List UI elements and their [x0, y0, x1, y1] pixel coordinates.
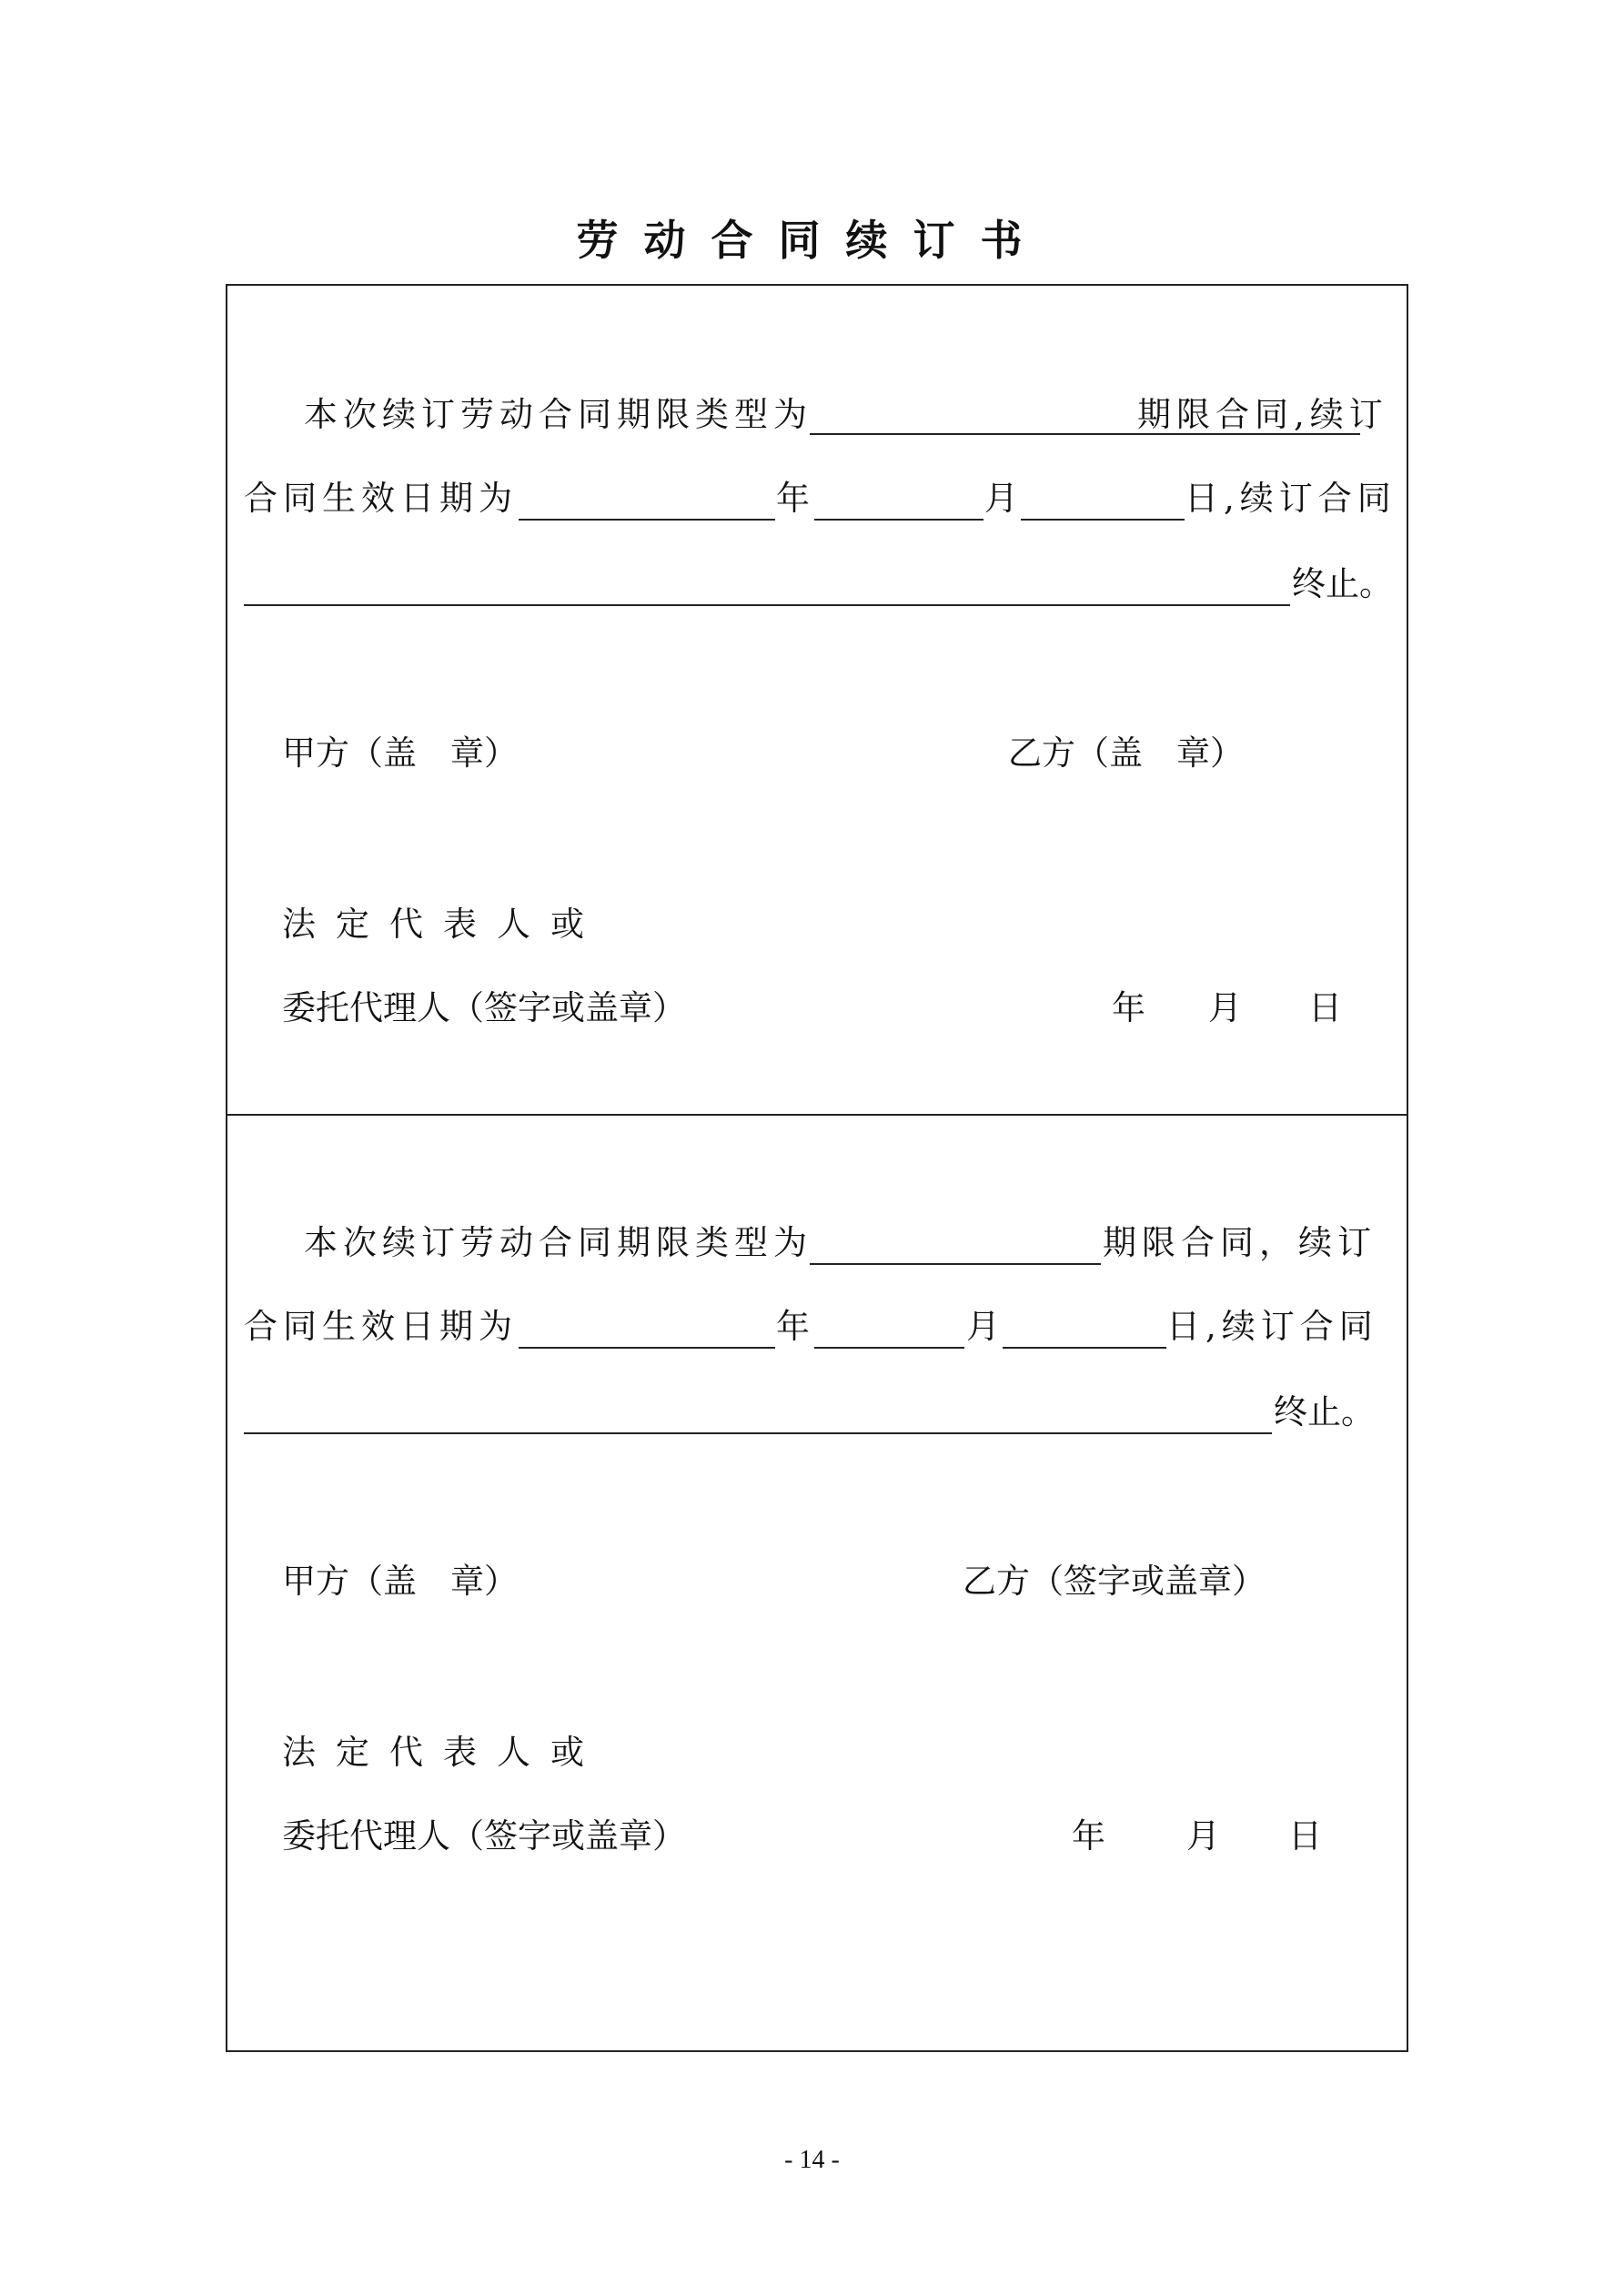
term-type-blank[interactable]	[810, 1263, 1101, 1265]
effective-month-blank[interactable]	[814, 519, 983, 521]
sign-month-label: 月	[1208, 988, 1242, 1027]
renewal-section-1	[227, 286, 1407, 1114]
effective-day-blank[interactable]	[1021, 519, 1185, 521]
effective-year-blank[interactable]	[519, 1347, 775, 1349]
effective-month-label: 月	[966, 1307, 1000, 1346]
document-title: 劳动合同续订书	[576, 216, 1048, 265]
legal-rep-label: 法定代表人或	[282, 1733, 604, 1772]
effective-year-label: 年	[776, 1307, 810, 1346]
legal-rep-label: 法定代表人或	[282, 905, 604, 944]
agent-signature-label: 委托代理人（签字或盖章）	[282, 988, 686, 1027]
term-type-suffix: 期限合同,续订	[1137, 395, 1388, 434]
effective-day-label: 日,续订合同	[1166, 1307, 1378, 1346]
term-type-label: 本次续订劳动合同期限类型为	[304, 395, 812, 434]
party-a-seal: 甲方（盖 章）	[282, 1562, 518, 1601]
sign-day-label: 日	[1308, 988, 1342, 1027]
sign-month-label: 月	[1186, 1816, 1220, 1856]
effective-day-blank[interactable]	[1003, 1347, 1166, 1349]
term-type-suffix: 期限合同，续订	[1103, 1223, 1377, 1262]
party-a-seal: 甲方（盖 章）	[282, 733, 518, 773]
renewal-section-2	[227, 1116, 1407, 2052]
party-b-signature: 乙方（签字或盖章）	[963, 1562, 1266, 1601]
effective-month-label: 月	[984, 479, 1018, 518]
effective-year-label: 年	[776, 479, 810, 518]
renewal-form-frame	[226, 284, 1408, 2052]
effective-date-label: 合同生效日期为	[244, 1307, 518, 1346]
end-label: 终止。	[1274, 1392, 1375, 1431]
page-number: - 14 -	[784, 2146, 840, 2174]
end-label: 终止。	[1292, 564, 1393, 603]
sign-year-label: 年	[1072, 1816, 1105, 1856]
agent-signature-label: 委托代理人（签字或盖章）	[282, 1816, 686, 1856]
effective-month-blank[interactable]	[814, 1347, 964, 1349]
end-date-blank[interactable]	[244, 1432, 1272, 1434]
effective-year-blank[interactable]	[519, 519, 775, 521]
effective-date-label: 合同生效日期为	[244, 479, 518, 518]
sign-year-label: 年	[1112, 988, 1145, 1027]
term-type-label: 本次续订劳动合同期限类型为	[304, 1223, 812, 1262]
sign-day-label: 日	[1288, 1816, 1322, 1856]
party-b-seal: 乙方（盖 章）	[1008, 733, 1244, 773]
end-date-blank[interactable]	[244, 604, 1290, 606]
effective-day-label: 日,续订合同	[1185, 479, 1397, 518]
